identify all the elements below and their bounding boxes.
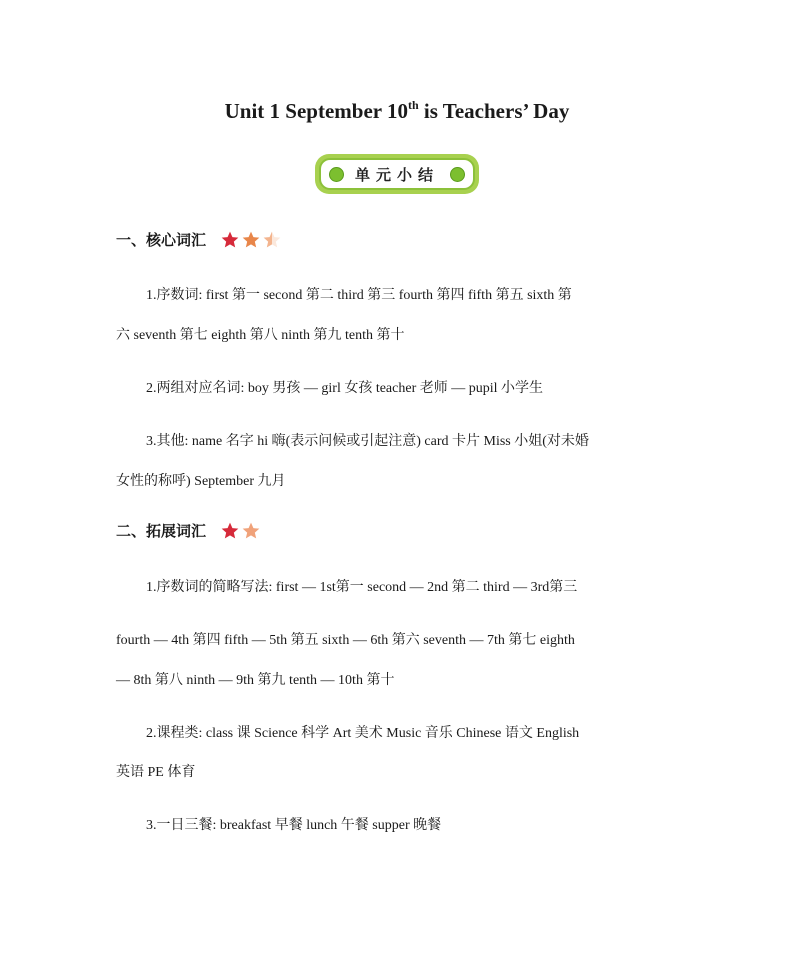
title-sup: th: [407, 98, 419, 112]
text-line: 1.序数词: first 第一 second 第二 third 第三 fourth 第四 fifth 第五 sixth 第: [146, 288, 572, 303]
section-heading-label: 二、拓展词汇: [116, 522, 207, 540]
section-heading-extended-vocab: [116, 520, 261, 541]
title-prefix: Unit 1 September 10: [224, 99, 408, 123]
star-icon: [241, 230, 261, 250]
text-line: 1.序数词的简略写法: first — 1st第一 second — 2nd 第二 third — 3rd第三: [146, 580, 578, 595]
text-line: 2.课程类: class 课 Science 科学 Art 美术 Music 音乐 Chinese 语文 English: [146, 726, 580, 741]
star-icon: [220, 521, 240, 541]
text-line: 英语 PE 体育: [116, 765, 196, 780]
green-dot-icon: [329, 167, 344, 182]
text-line: 女性的称呼) September 九月: [116, 474, 286, 489]
text-line: 六 seventh 第七 eighth 第八 ninth 第九 tenth 第十: [116, 328, 405, 343]
title-suffix: is Teachers’ Day: [418, 99, 570, 123]
banner-label: 单元小结: [354, 165, 439, 184]
page-title: [0, 98, 794, 124]
text-line: 3.一日三餐: breakfast 早餐 lunch 午餐 supper 晚餐: [146, 818, 442, 833]
star-icon: [241, 521, 261, 541]
text-line: 3.其他: name 名字 hi 嗨(表示问候或引起注意) card 卡片 Miss 小姐(对未婚: [146, 434, 589, 449]
star-half-icon: [262, 230, 282, 250]
section-heading-core-vocab: [116, 229, 282, 250]
text-line: — 8th 第八 ninth — 9th 第九 tenth — 10th 第十: [116, 673, 395, 688]
green-dot-icon: [450, 167, 465, 182]
text-line: 2.两组对应名词: boy 男孩 — girl 女孩 teacher 老师 — pupil 小学生: [146, 381, 544, 396]
unit-summary-banner: [315, 154, 479, 194]
banner-inner: [319, 158, 475, 190]
text-line: fourth — 4th 第四 fifth — 5th 第五 sixth — 6th 第六 seventh — 7th 第七 eighth: [116, 633, 575, 648]
section-heading-label: 一、核心词汇: [116, 231, 207, 249]
rating-stars: [220, 521, 261, 541]
star-icon: [220, 230, 240, 250]
rating-stars: [220, 230, 282, 250]
